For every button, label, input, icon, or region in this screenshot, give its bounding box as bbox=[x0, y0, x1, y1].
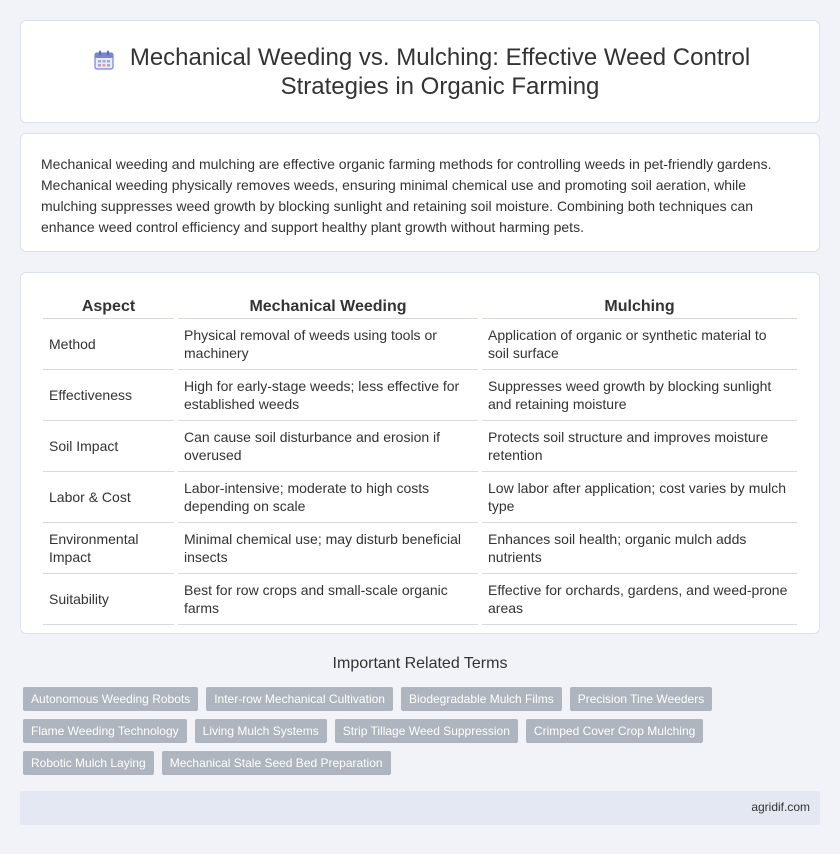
related-term-tag[interactable]: Living Mulch Systems bbox=[195, 719, 327, 743]
related-term-tag[interactable]: Flame Weeding Technology bbox=[23, 719, 187, 743]
header-aspect: Aspect bbox=[43, 293, 174, 319]
related-term-tag[interactable]: Strip Tillage Weed Suppression bbox=[335, 719, 518, 743]
footer bbox=[20, 791, 820, 825]
header-mechanical-weeding: Mechanical Weeding bbox=[178, 293, 478, 319]
header-mulching: Mulching bbox=[482, 293, 797, 319]
cell-aspect: Effectiveness bbox=[43, 370, 174, 421]
related-term-tag[interactable]: Crimped Cover Crop Mulching bbox=[526, 719, 703, 743]
cell-mechanical: High for early-stage weeds; less effective for established weeds bbox=[178, 370, 478, 421]
table-row bbox=[43, 574, 797, 625]
cell-mulching: Low labor after application; cost varies by mulch type bbox=[482, 472, 797, 523]
related-term-tag[interactable]: Robotic Mulch Laying bbox=[23, 751, 154, 775]
related-term-tag[interactable]: Autonomous Weeding Robots bbox=[23, 687, 198, 711]
related-terms-list bbox=[23, 687, 823, 783]
page-title: Mechanical Weeding vs. Mulching: Effective Weed Control Strategies in Organic Farming bbox=[129, 44, 751, 100]
title-card bbox=[20, 20, 820, 123]
intro-card bbox=[20, 133, 820, 252]
comparison-table-card bbox=[20, 272, 820, 634]
title-wrap bbox=[21, 43, 819, 101]
related-terms-heading: Important Related Terms bbox=[332, 655, 508, 672]
footer-site-link[interactable]: agridif.com bbox=[751, 800, 810, 814]
related-term-tag[interactable]: Precision Tine Weeders bbox=[570, 687, 713, 711]
table-row bbox=[43, 370, 797, 421]
tag-row bbox=[23, 751, 823, 775]
cell-mulching: Effective for orchards, gardens, and weed-prone areas bbox=[482, 574, 797, 625]
cell-aspect: Labor & Cost bbox=[43, 472, 174, 523]
cell-mechanical: Labor-intensive; moderate to high costs depending on scale bbox=[178, 472, 478, 523]
tag-row bbox=[23, 719, 823, 743]
cell-mechanical: Can cause soil disturbance and erosion if overused bbox=[178, 421, 478, 472]
table-row bbox=[43, 472, 797, 523]
comparison-table bbox=[39, 293, 801, 625]
table-header-row bbox=[43, 293, 797, 319]
cell-aspect: Suitability bbox=[43, 574, 174, 625]
intro-paragraph: Mechanical weeding and mulching are effective organic farming methods for controlling weeds in pet-friendly gardens. Mechanical weeding physically removes weeds, ensuring minimal chemical use and promoting soil aeration, while mulching suppresses weed growth by blocking sunlight and retaining soil moisture. Combining both techniques can enhance weed control efficiency and support healthy plant growth without harming pets. bbox=[41, 156, 772, 235]
cell-aspect: Environmental Impact bbox=[43, 523, 174, 574]
cell-mulching: Suppresses weed growth by blocking sunlight and retaining moisture bbox=[482, 370, 797, 421]
related-term-tag[interactable]: Biodegradable Mulch Films bbox=[401, 687, 562, 711]
related-term-tag[interactable]: Inter-row Mechanical Cultivation bbox=[206, 687, 393, 711]
table-row bbox=[43, 421, 797, 472]
table-row bbox=[43, 523, 797, 574]
cell-mulching: Protects soil structure and improves moisture retention bbox=[482, 421, 797, 472]
cell-mechanical: Physical removal of weeds using tools or machinery bbox=[178, 319, 478, 370]
cell-mechanical: Best for row crops and small-scale organic farms bbox=[178, 574, 478, 625]
tag-row bbox=[23, 687, 823, 711]
table-row bbox=[43, 319, 797, 370]
calendar-icon bbox=[93, 49, 115, 71]
related-term-tag[interactable]: Mechanical Stale Seed Bed Preparation bbox=[162, 751, 391, 775]
cell-mulching: Application of organic or synthetic material to soil surface bbox=[482, 319, 797, 370]
cell-mulching: Enhances soil health; organic mulch adds nutrients bbox=[482, 523, 797, 574]
cell-aspect: Soil Impact bbox=[43, 421, 174, 472]
cell-aspect: Method bbox=[43, 319, 174, 370]
cell-mechanical: Minimal chemical use; may disturb beneficial insects bbox=[178, 523, 478, 574]
